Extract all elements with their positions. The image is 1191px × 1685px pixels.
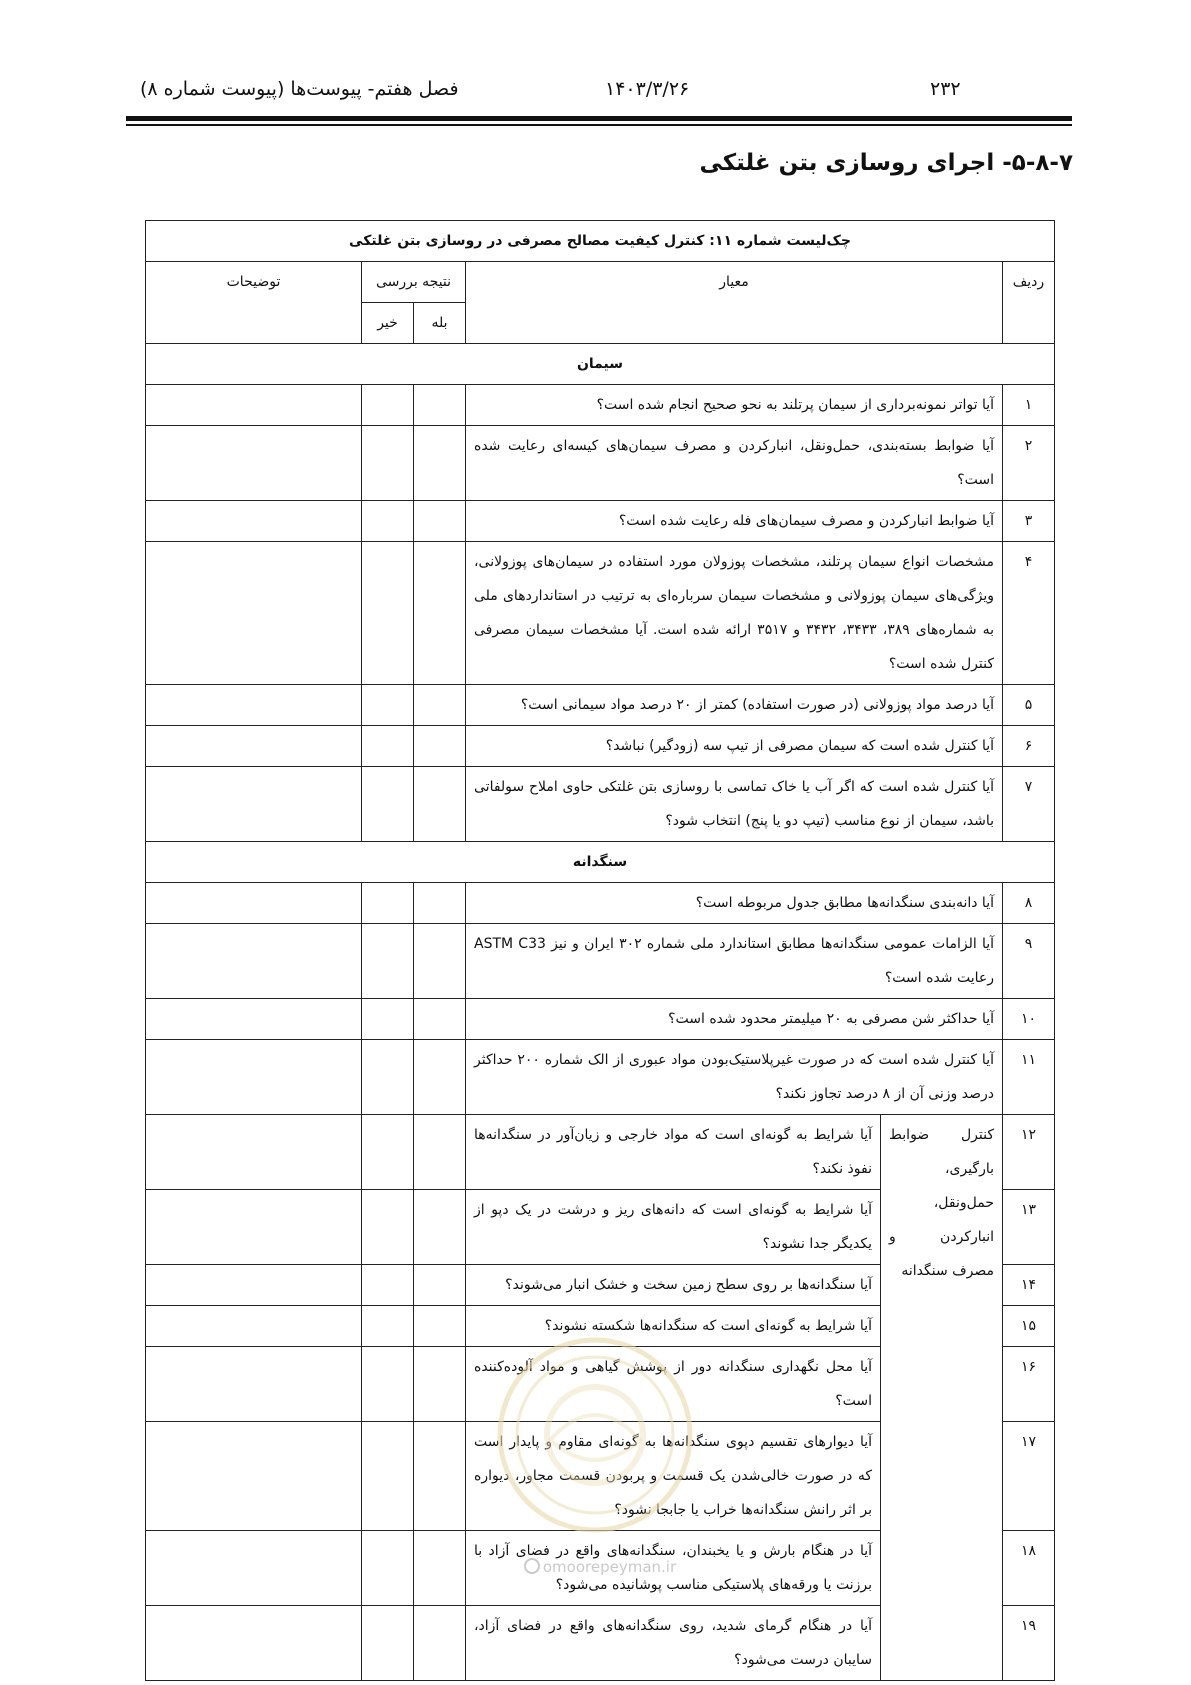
row-number: ۹ (1003, 924, 1055, 999)
notes-cell[interactable] (146, 542, 362, 685)
criteria-cell: آیا کنترل شده است که در صورت غیرپلاستیک‌بودن مواد عبوری از الک شماره ۲۰۰ حداکثر درصد وزنی آن از ۸ درصد تجاوز نکند؟ (466, 1040, 1003, 1115)
group-label: کنترل ضوابط بارگیری، حمل‌ونقل، انبارکردن و مصرف سنگدانه (881, 1115, 1003, 1681)
criteria-cell: آیا در هنگام بارش و یا یخبندان، سنگدانه‌های واقع در فضای آزاد با برزنت یا ورقه‌های پلاستیکی مناسب پوشانیده می‌شود؟ (466, 1531, 881, 1606)
notes-cell[interactable] (146, 883, 362, 924)
row-number: ۲ (1003, 426, 1055, 501)
criteria-cell: آیا تواتر نمونه‌برداری از سیمان پرتلند به نحو صحیح انجام شده است؟ (466, 385, 1003, 426)
criteria-cell: آیا حداکثر شن مصرفی به ۲۰ میلیمتر محدود شده است؟ (466, 999, 1003, 1040)
yes-cell[interactable] (414, 1531, 466, 1606)
notes-cell[interactable] (146, 1606, 362, 1681)
table-row (146, 999, 1055, 1040)
no-cell[interactable] (362, 385, 414, 426)
yes-cell[interactable] (414, 542, 466, 685)
no-cell[interactable] (362, 426, 414, 501)
no-cell[interactable] (362, 1531, 414, 1606)
yes-cell[interactable] (414, 1040, 466, 1115)
yes-cell[interactable] (414, 1306, 466, 1347)
table-row (146, 883, 1055, 924)
header-criteria: معیار (466, 262, 1003, 344)
chapter-title: فصل هفتم- پیوست‌ها (پیوست شماره ۸) (140, 78, 459, 100)
table-row (146, 924, 1055, 999)
header-row-number: ردیف (1003, 262, 1055, 344)
criteria-cell: آیا شرایط به گونه‌ای است که سنگدانه‌ها شکسته نشوند؟ (466, 1306, 881, 1347)
no-cell[interactable] (362, 1190, 414, 1265)
notes-cell[interactable] (146, 1190, 362, 1265)
yes-cell[interactable] (414, 501, 466, 542)
row-number: ۵ (1003, 685, 1055, 726)
yes-cell[interactable] (414, 767, 466, 842)
row-number: ۱۱ (1003, 1040, 1055, 1115)
no-cell[interactable] (362, 767, 414, 842)
yes-cell[interactable] (414, 1265, 466, 1306)
criteria-cell: آیا ضوابط بسته‌بندی، حمل‌ونقل، انبارکردن و مصرف سیمان‌های کیسه‌ای رعایت شده است؟ (466, 426, 1003, 501)
row-number: ۱ (1003, 385, 1055, 426)
criteria-cell: آیا سنگدانه‌ها بر روی سطح زمین سخت و خشک انبار می‌شوند؟ (466, 1265, 881, 1306)
criteria-cell: آیا درصد مواد پوزولانی (در صورت استفاده) کمتر از ۲۰ درصد مواد سیمانی است؟ (466, 685, 1003, 726)
section-title: ۵-۸-۷- اجرای روسازی بتن غلتکی (699, 150, 1073, 176)
table-row (146, 1040, 1055, 1115)
header-result: نتیجه بررسی (362, 262, 466, 303)
row-number: ۷ (1003, 767, 1055, 842)
notes-cell[interactable] (146, 685, 362, 726)
notes-cell[interactable] (146, 1306, 362, 1347)
row-number: ۱۲ (1003, 1115, 1055, 1190)
criteria-cell: آیا الزامات عمومی سنگدانه‌ها مطابق استاندارد ملی شماره ۳۰۲ ایران و نیز ASTM C33 رعایت شده است؟ (466, 924, 1003, 999)
row-number: ۱۹ (1003, 1606, 1055, 1681)
criteria-cell: آیا شرایط به گونه‌ای است که دانه‌های ریز و درشت در یک دپو از یکدیگر جدا نشوند؟ (466, 1190, 881, 1265)
watermark-url (480, 1558, 720, 1576)
criteria-cell: آیا ضوابط انبارکردن و مصرف سیمان‌های فله رعایت شده است؟ (466, 501, 1003, 542)
criteria-cell: آیا دیوارهای تقسیم دپوی سنگدانه‌ها به گونه‌ای مقاوم و پایدار است که در صورت خالی‌شدن یک قسمت و پربودن قسمت مجاور، دیواره بر اثر رانش سنگدانه‌ها خراب یا جابجا نشود؟ (466, 1422, 881, 1531)
yes-cell[interactable] (414, 726, 466, 767)
yes-cell[interactable] (414, 1347, 466, 1422)
header-rule-thick (126, 116, 1072, 121)
row-number: ۱۰ (1003, 999, 1055, 1040)
header-date: ۱۴۰۳/۳/۲۶ (605, 78, 690, 100)
notes-cell[interactable] (146, 426, 362, 501)
header-no: خیر (362, 303, 414, 344)
no-cell[interactable] (362, 726, 414, 767)
no-cell[interactable] (362, 1422, 414, 1531)
yes-cell[interactable] (414, 685, 466, 726)
header-notes: توضیحات (146, 262, 362, 344)
header-yes: بله (414, 303, 466, 344)
no-cell[interactable] (362, 685, 414, 726)
table-row (146, 767, 1055, 842)
table-row (146, 685, 1055, 726)
yes-cell[interactable] (414, 999, 466, 1040)
row-number: ۱۶ (1003, 1347, 1055, 1422)
yes-cell[interactable] (414, 1422, 466, 1531)
no-cell[interactable] (362, 1606, 414, 1681)
notes-cell[interactable] (146, 385, 362, 426)
criteria-cell: آیا دانه‌بندی سنگدانه‌ها مطابق جدول مربوطه است؟ (466, 883, 1003, 924)
notes-cell[interactable] (146, 726, 362, 767)
row-number: ۱۵ (1003, 1306, 1055, 1347)
notes-cell[interactable] (146, 1422, 362, 1531)
no-cell[interactable] (362, 501, 414, 542)
notes-cell[interactable] (146, 1531, 362, 1606)
row-number: ۸ (1003, 883, 1055, 924)
table-title: چک‌لیست شماره ۱۱: کنترل کیفیت مصالح مصرفی در روسازی بتن غلتکی (146, 221, 1055, 262)
row-number: ۶ (1003, 726, 1055, 767)
row-number: ۴ (1003, 542, 1055, 685)
criteria-cell: آیا کنترل شده است که اگر آب یا خاک تماسی با روسازی بتن غلتکی حاوی املاح سولفاتی باشد، سیمان از نوع مناسب (تیپ دو یا پنج) انتخاب شود؟ (466, 767, 1003, 842)
no-cell[interactable] (362, 1347, 414, 1422)
criteria-cell: آیا در هنگام گرمای شدید، روی سنگدانه‌های واقع در فضای آزاد، سایبان درست می‌شود؟ (466, 1606, 881, 1681)
no-cell[interactable] (362, 542, 414, 685)
section-header-cement: سیمان (146, 344, 1055, 385)
no-cell[interactable] (362, 1265, 414, 1306)
at-icon (524, 1558, 540, 1574)
no-cell[interactable] (362, 883, 414, 924)
no-cell[interactable] (362, 1306, 414, 1347)
table-row (146, 1115, 1055, 1190)
criteria-cell: آیا کنترل شده است که سیمان مصرفی از تیپ سه (زودگیر) نباشد؟ (466, 726, 1003, 767)
table-row (146, 501, 1055, 542)
notes-cell[interactable] (146, 767, 362, 842)
header-rule-thin (126, 124, 1072, 126)
yes-cell[interactable] (414, 883, 466, 924)
notes-cell[interactable] (146, 924, 362, 999)
yes-cell[interactable] (414, 426, 466, 501)
notes-cell[interactable] (146, 999, 362, 1040)
table-row (146, 426, 1055, 501)
yes-cell[interactable] (414, 385, 466, 426)
yes-cell[interactable] (414, 924, 466, 999)
row-number: ۱۳ (1003, 1190, 1055, 1265)
watermark-text: omoorepeyman.ir (542, 1558, 677, 1576)
no-cell[interactable] (362, 1115, 414, 1190)
notes-cell[interactable] (146, 501, 362, 542)
no-cell[interactable] (362, 999, 414, 1040)
checklist-table (145, 220, 1055, 1681)
yes-cell[interactable] (414, 1190, 466, 1265)
table-row (146, 385, 1055, 426)
criteria-cell: آیا محل نگهداری سنگدانه دور از پوشش گیاهی و مواد آلوده‌کننده است؟ (466, 1347, 881, 1422)
no-cell[interactable] (362, 1040, 414, 1115)
notes-cell[interactable] (146, 1040, 362, 1115)
notes-cell[interactable] (146, 1347, 362, 1422)
row-number: ۱۴ (1003, 1265, 1055, 1306)
no-cell[interactable] (362, 924, 414, 999)
criteria-cell: آیا شرایط به گونه‌ای است که مواد خارجی و زیان‌آور در سنگدانه‌ها نفوذ نکند؟ (466, 1115, 881, 1190)
notes-cell[interactable] (146, 1265, 362, 1306)
table-row (146, 726, 1055, 767)
yes-cell[interactable] (414, 1606, 466, 1681)
criteria-cell: مشخصات انواع سیمان پرتلند، مشخصات پوزولان مورد استفاده در سیمان‌های پوزولانی، ویژگی‌های سیمان پوزولانی و مشخصات سیمان سرباره‌ای به ترتیب در استانداردهای ملی به شماره‌های ۳۸۹، ۳۴۳۳، ۳۴۳۲ و ۳۵۱۷ ارائه شده است. آیا مشخصات سیمان مصرفی کنترل شده است؟ (466, 542, 1003, 685)
section-header-aggregate: سنگدانه (146, 842, 1055, 883)
row-number: ۱۷ (1003, 1422, 1055, 1531)
notes-cell[interactable] (146, 1115, 362, 1190)
page-number: ۲۳۲ (930, 78, 961, 100)
row-number: ۱۸ (1003, 1531, 1055, 1606)
table-row (146, 542, 1055, 685)
row-number: ۳ (1003, 501, 1055, 542)
yes-cell[interactable] (414, 1115, 466, 1190)
